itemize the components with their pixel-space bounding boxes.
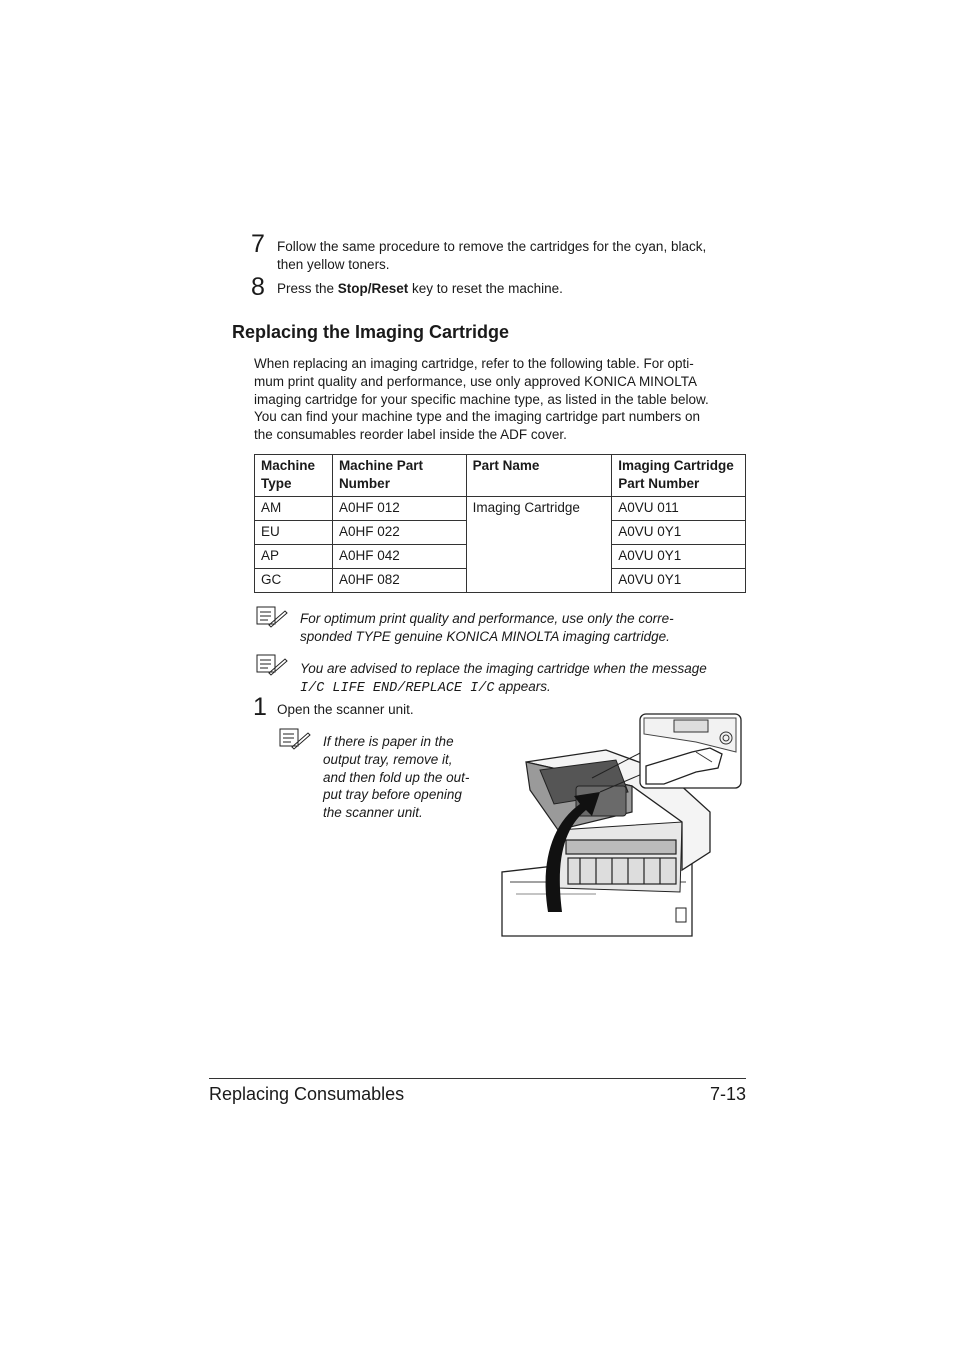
step-number-7: 7: [251, 230, 265, 258]
table-header-row: [255, 455, 746, 497]
note-1: [300, 610, 750, 646]
section-heading: Replacing the Imaging Cartridge: [232, 322, 510, 342]
cartridge-table: [254, 454, 746, 593]
step-1-note-line: If there is paper in the: [323, 734, 454, 749]
note-icon: [256, 654, 288, 676]
note-2-after: appears.: [494, 678, 551, 694]
header-cartridge-part: [612, 455, 746, 497]
intro-line: the consumables reorder label inside the ADF cover.: [254, 427, 567, 443]
cell-machine-part: A0HF 012: [332, 497, 466, 521]
header-text: Part Number: [618, 476, 700, 491]
footer-rule: [209, 1078, 746, 1079]
step-number-1: 1: [253, 693, 267, 721]
header-machine-type: [255, 455, 333, 497]
printer-illustration: [496, 712, 746, 938]
footer-chapter: Replacing Consumables: [209, 1084, 405, 1104]
note-2: [300, 660, 750, 698]
cell-type: EU: [255, 521, 333, 545]
step-8-text: [277, 280, 747, 298]
header-text: Machine: [261, 458, 316, 473]
cell-machine-part: A0HF 022: [332, 521, 466, 545]
lcd-message: I/C LIFE END/REPLACE I/C: [300, 680, 495, 696]
cell-cartridge-part: A0VU 0Y1: [612, 569, 746, 593]
cell-part-name: Imaging Cartridge: [466, 497, 612, 593]
note-1-line: For optimum print quality and performance, use only the corre-: [300, 611, 674, 626]
step-8-before: Press the: [277, 281, 338, 296]
intro-line: mum print quality and performance, use only approved KONICA MINOLTA: [254, 373, 697, 389]
note-icon: [256, 606, 288, 628]
step-1-note-line: put tray before opening: [323, 787, 462, 803]
cell-cartridge-part: A0VU 0Y1: [612, 521, 746, 545]
cell-type: GC: [255, 569, 333, 593]
cell-type: AP: [255, 545, 333, 569]
header-text: Imaging Cartridge: [618, 458, 734, 473]
step-1-note-line: the scanner unit.: [323, 805, 423, 821]
note-icon: [279, 728, 311, 750]
cell-cartridge-part: A0VU 0Y1: [612, 545, 746, 569]
stop-reset-key-label: Stop/Reset: [337, 281, 409, 296]
step-1-note-line: output tray, remove it,: [323, 751, 453, 767]
step-7-line2: then yellow toners.: [277, 257, 390, 272]
note-1-line: sponded TYPE genuine KONICA MINOLTA imaging cartridge.: [300, 628, 670, 644]
note-2-line: You are advised to replace the imaging cartridge when the message: [300, 661, 707, 676]
note-2-line: [300, 678, 750, 698]
step-number-8: 8: [251, 273, 265, 301]
intro-line: imaging cartridge for your specific machine type, as listed in the table below.: [254, 391, 709, 407]
intro-paragraph: [254, 355, 754, 444]
cell-type: AM: [255, 497, 333, 521]
step-7-text: [277, 238, 747, 274]
cell-machine-part: A0HF 042: [332, 545, 466, 569]
header-text: Number: [338, 476, 390, 491]
cell-machine-part: A0HF 082: [332, 569, 466, 593]
step-7-line1: Follow the same procedure to remove the cartridges for the cyan, black,: [277, 239, 707, 254]
header-machine-part: [332, 455, 466, 497]
header-part-name: Part Name: [466, 455, 612, 497]
intro-line: You can find your machine type and the imaging cartridge part numbers on: [254, 409, 701, 425]
step-8-after: key to reset the machine.: [408, 281, 563, 296]
step-1-text: Open the scanner unit.: [277, 702, 414, 717]
header-text: Type: [261, 476, 292, 491]
header-text: Machine Part: [338, 458, 423, 473]
step-1-note-line: and then fold up the out-: [323, 769, 470, 785]
intro-line: When replacing an imaging cartridge, refer to the following table. For opti-: [254, 356, 694, 371]
step-1-note: [323, 733, 503, 822]
page-number: 7-13: [709, 1084, 746, 1104]
cell-cartridge-part: A0VU 011: [612, 497, 746, 521]
table-row: [255, 497, 746, 521]
